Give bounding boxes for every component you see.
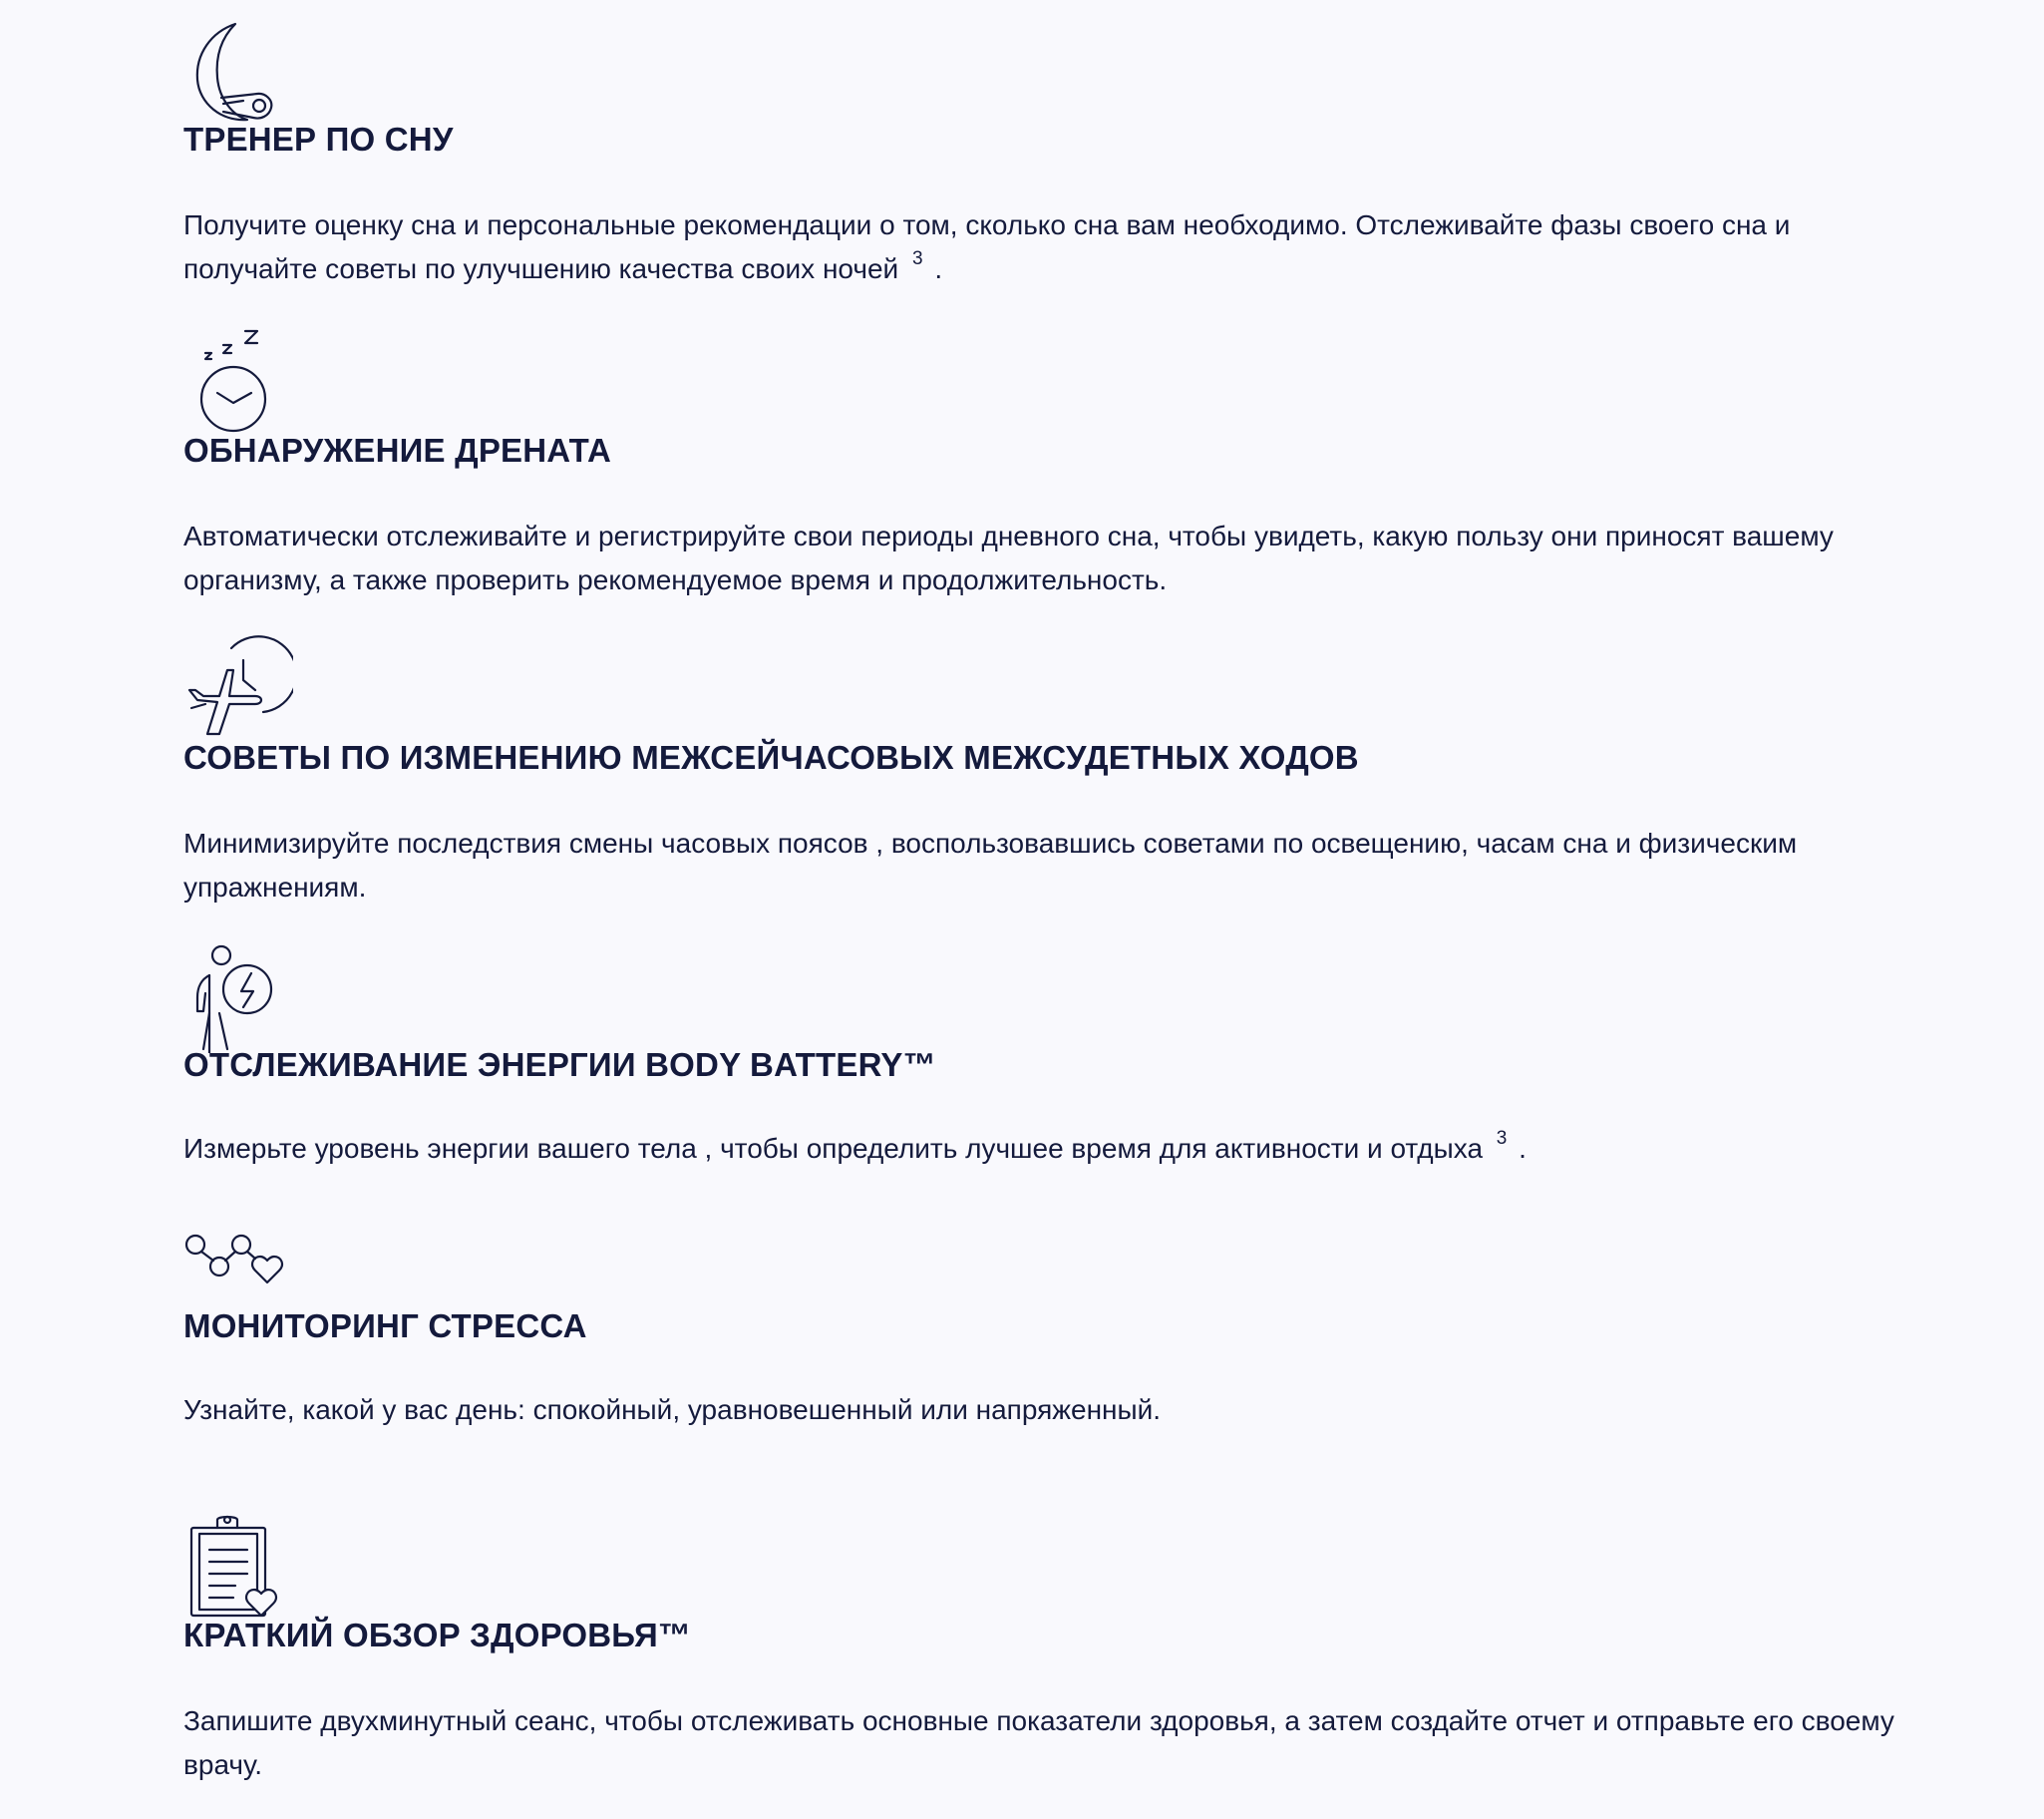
- stress-chain-heart-icon: [183, 1231, 293, 1290]
- feature-text: Узнайте, какой у вас день: спокойный, уравновешенный или напряженный.: [183, 1394, 1162, 1425]
- airplane-clock-icon: [183, 634, 293, 744]
- feature-text: Получите оценку сна и персональные рекомендации о том, сколько сна вам необходимо. Отслеживайте фазы своего сна и получайте советы по улучшению качества своих ночей: [183, 209, 1791, 284]
- feature-description: [183, 515, 1898, 602]
- nap-clock-icon: [183, 323, 283, 433]
- feature-description: [183, 1388, 1898, 1432]
- feature-text: Измерьте уровень энергии вашего тела , чтобы определить лучшее время для активности и отдыха: [183, 1133, 1484, 1164]
- sentence-end: .: [934, 253, 943, 284]
- feature-text: Запишите двухминутный сеанс, чтобы отслеживать основные показатели здоровья, а затем создайте отчет и отправьте его своему врачу.: [183, 1705, 1894, 1780]
- feature-description: [183, 822, 1898, 910]
- feature-text: Минимизируйте последствия смены часовых поясов , воспользовавшись советами по освещению, часам сна и физическим упражнениям.: [183, 828, 1798, 903]
- footnote-link[interactable]: 3: [1496, 1127, 1508, 1149]
- clipboard-heart-icon: [183, 1514, 283, 1624]
- feature-description: [183, 1699, 1898, 1787]
- body-battery-icon: [183, 943, 283, 1053]
- moon-whistle-icon: [183, 20, 283, 130]
- feature-title: КРАТКИЙ ОБЗОР ЗДОРОВЬЯ™: [183, 1617, 692, 1653]
- sentence-end: .: [1519, 1133, 1527, 1164]
- feature-text: Автоматически отслеживайте и регистрируйте свои периоды дневного сна, чтобы увидеть, какую пользу они приносят вашему организму, а также проверить рекомендуемое время и продолжительность.: [183, 521, 1834, 595]
- feature-title: ТРЕНЕР ПО СНУ: [183, 121, 454, 158]
- feature-title: ОТСЛЕЖИВАНИЕ ЭНЕРГИИ BODY BATTERY™: [183, 1046, 936, 1083]
- feature-description: [183, 1127, 1898, 1171]
- feature-description: [183, 203, 1898, 291]
- footnote-link[interactable]: 3: [911, 247, 923, 269]
- feature-title: СОВЕТЫ ПО ИЗМЕНЕНИЮ МЕЖСЕЙЧАСОВЫХ МЕЖСУДЕТНЫХ ХОДОВ: [183, 739, 1359, 776]
- feature-title: МОНИТОРИНГ СТРЕССА: [183, 1307, 587, 1344]
- feature-title: ОБНАРУЖЕНИЕ ДРЕНАТА: [183, 432, 611, 469]
